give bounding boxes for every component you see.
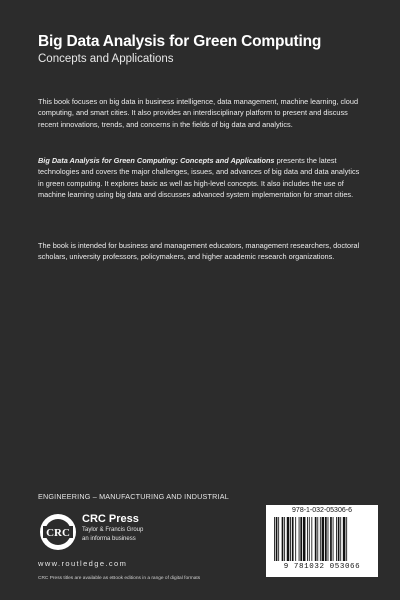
barcode-bar: [307, 517, 308, 561]
publisher-name: CRC Press: [82, 513, 139, 525]
barcode-bar: [343, 517, 346, 561]
barcode-bar: [287, 517, 290, 561]
barcode-bar: [274, 517, 275, 561]
logo-lettering: CRC: [46, 527, 70, 539]
barcode-bar: [282, 517, 284, 561]
barcode-bar: [292, 517, 294, 561]
barcode-bar: [330, 517, 332, 561]
barcode-bar: [284, 517, 285, 561]
description-paragraph-3: The book is intended for business and management educators, management researchers, doctoral scholars, university professors, policymakers, and higher academic research organizations.: [38, 241, 360, 262]
barcode-bar: [290, 517, 291, 561]
publisher-website[interactable]: www.routledge.com: [38, 559, 128, 568]
barcode-icon: [272, 517, 372, 561]
barcode-bar: [303, 517, 306, 561]
barcode-bar: [338, 517, 340, 561]
barcode-bar: [315, 517, 317, 561]
barcode-bar: [317, 517, 318, 561]
paragraph-2-title-reference: Big Data Analysis for Green Computing: Concepts and Applications: [38, 156, 275, 165]
barcode-bar: [295, 517, 296, 561]
ean-digits: 9 781032 053066: [283, 563, 361, 571]
barcode-bar: [336, 517, 337, 561]
ebook-note: CRC Press titles are available as eBook editions in a range of digital formats: [38, 576, 201, 581]
barcode-bar: [322, 517, 325, 561]
barcode-bar: [320, 517, 321, 561]
crc-press-logo: [38, 512, 78, 552]
subject-category: ENGINEERING – MANUFACTURING AND INDUSTRIAL: [38, 492, 229, 501]
description-paragraph-1: This book focuses on big data in business intelligence, data management, machine learning, cloud computing, and smart cities. It also provides an interdisciplinary platform to present and discuss recent innovations, trends, and concerns in the fields of big data and analytics.: [38, 97, 359, 129]
book-subtitle: Concepts and Applications: [38, 53, 174, 65]
barcode-bar: [300, 517, 302, 561]
description-paragraph-2: [38, 155, 366, 201]
publisher-group: Taylor & Francis Group: [82, 527, 144, 533]
barcode-bar: [328, 517, 329, 561]
barcode-bar: [346, 517, 347, 561]
barcode-bar: [309, 517, 310, 561]
barcode-bar: [311, 517, 312, 561]
barcode-bar: [299, 517, 300, 561]
isbn-number: 978-1-032-05306-6: [292, 507, 352, 514]
book-title: Big Data Analysis for Green Computing: [38, 33, 322, 50]
barcode-bar: [325, 517, 327, 561]
barcode-bar: [276, 517, 278, 561]
barcode-bar: [333, 517, 334, 561]
barcode-bar: [340, 517, 341, 561]
barcode-bar: [278, 517, 279, 561]
publisher-parent: an informa business: [82, 536, 136, 542]
paragraph-2-text: presents the latest technologies and covers the major challenges, issues, and advances of big data and data analytics in green computing. It explores basic as well as high-level concepts. It also includes the use of machine learning using big data and discusses advanced system implementation for smart cities.: [38, 156, 360, 200]
